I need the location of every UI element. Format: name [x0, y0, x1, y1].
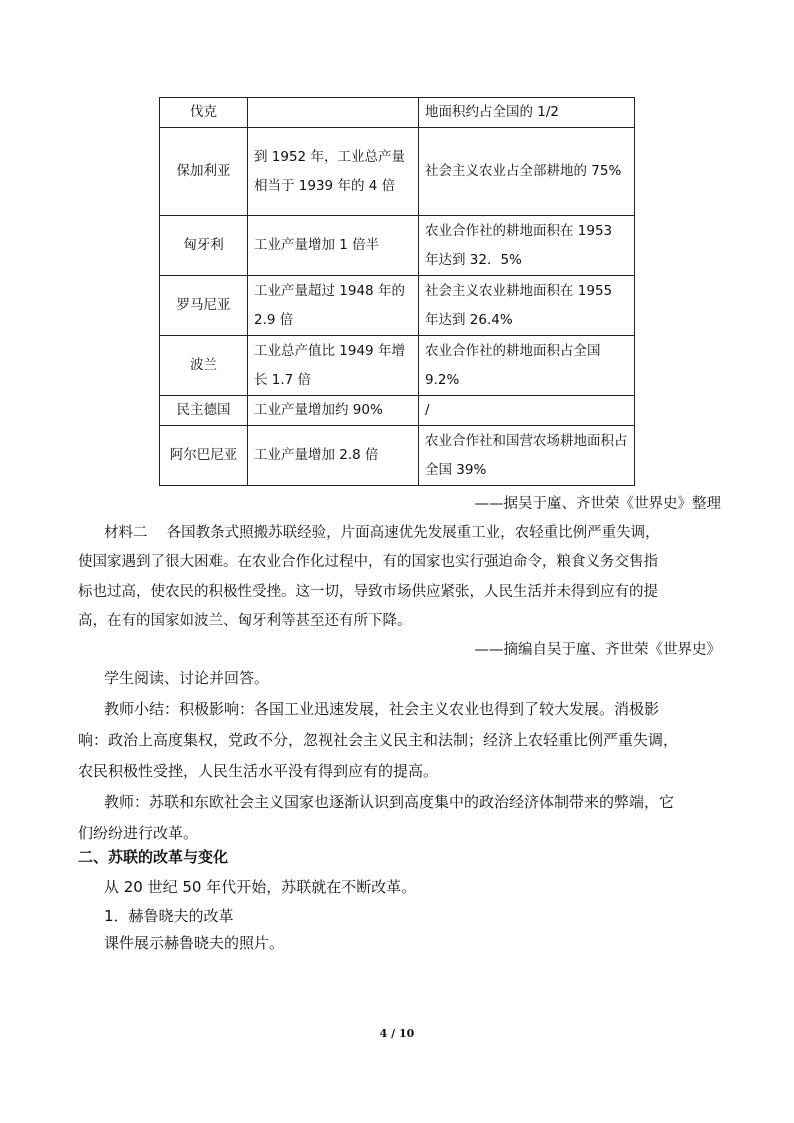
table-row: [160, 98, 635, 128]
page-number: 4 / 10: [379, 1027, 415, 1040]
table-cell: 社会主义农业耕地面积在 1955 年达到 26.4%: [419, 276, 635, 336]
table-cell: 波兰: [160, 336, 248, 396]
table-row: [160, 396, 635, 426]
source-citation-1: ——据吴于廑、齐世荣《世界史》整理: [474, 496, 721, 512]
paragraph: 课件展示赫鲁晓夫的照片。: [104, 934, 285, 952]
table-cell: 工业总产值比 1949 年增长 1.7 倍: [248, 336, 419, 396]
material2-line: 使国家遇到了很大困难。在农业合作化过程中，有的国家也实行强迫命令，粮食义务交售指: [78, 554, 658, 570]
material2-line: 材料二 各国教条式照搬苏联经验，片面高速优先发展重工业，农轻重比例严重失调，: [104, 525, 660, 541]
table-row: [160, 128, 635, 216]
table-cell: 社会主义农业占全部耕地的 75%: [419, 128, 635, 216]
table-cell: 工业产量增加 2.8 倍: [248, 426, 419, 486]
table-row: [160, 336, 635, 396]
table-cell: 工业产量增加约 90%: [248, 396, 419, 426]
source-citation-2: ——摘编自吴于廑、齐世荣《世界史》: [474, 642, 721, 658]
table-cell: 地面积约占全国的 1/2: [419, 98, 635, 128]
material2-line: 高，在有的国家如波兰、匈牙利等甚至还有所下降。: [78, 613, 412, 629]
summary-line: 响：政治上高度集权，党政不分，忽视社会主义民主和法制；经济上农轻重比例严重失调，: [78, 731, 679, 749]
table-cell: 匈牙利: [160, 216, 248, 276]
table-row: [160, 426, 635, 486]
table-cell: 工业产量超过 1948 年的 2.9 倍: [248, 276, 419, 336]
subheading: 1．赫鲁晓夫的改革: [104, 907, 234, 925]
table-cell: 农业合作社的耕地面积在 1953 年达到 32．5%: [419, 216, 635, 276]
table-cell: 阿尔巴尼亚: [160, 426, 248, 486]
table-cell: 伐克: [160, 98, 248, 128]
paragraph: 从 20 世纪 50 年代开始，苏联就在不断改革。: [104, 878, 417, 896]
material2-line: 标也过高，使农民的积极性受挫。这一切，导致市场供应紧张，人民生活并未得到应有的提: [78, 584, 658, 600]
table-cell: /: [419, 396, 635, 426]
teacher-line: 们纷纷进行改革。: [78, 824, 199, 842]
table-cell: 工业产量增加 1 倍半: [248, 216, 419, 276]
table-cell: 农业合作社和国营农场耕地面积占全国 39%: [419, 426, 635, 486]
table-cell: 保加利亚: [160, 128, 248, 216]
student-activity: 学生阅读、讨论并回答。: [104, 669, 270, 687]
table-row: [160, 216, 635, 276]
table-cell: 民主德国: [160, 396, 248, 426]
teacher-line: 教师：苏联和东欧社会主义国家也逐渐认识到高度集中的政治经济体制带来的弊端，它: [104, 793, 675, 811]
summary-line: 教师小结：积极影响：各国工业迅速发展，社会主义农业也得到了较大发展。消极影: [104, 700, 660, 718]
table-cell: 到 1952 年，工业总产量相当于 1939 年的 4 倍: [248, 128, 419, 216]
table-cell: 罗马尼亚: [160, 276, 248, 336]
data-table: [159, 97, 635, 486]
section-heading: 二、苏联的改革与变化: [78, 848, 229, 866]
table-cell: [248, 98, 419, 128]
summary-line: 农民积极性受挫，人民生活水平没有得到应有的提高。: [78, 762, 439, 780]
table-row: [160, 276, 635, 336]
table-cell: 农业合作社的耕地面积占全国 9.2%: [419, 336, 635, 396]
